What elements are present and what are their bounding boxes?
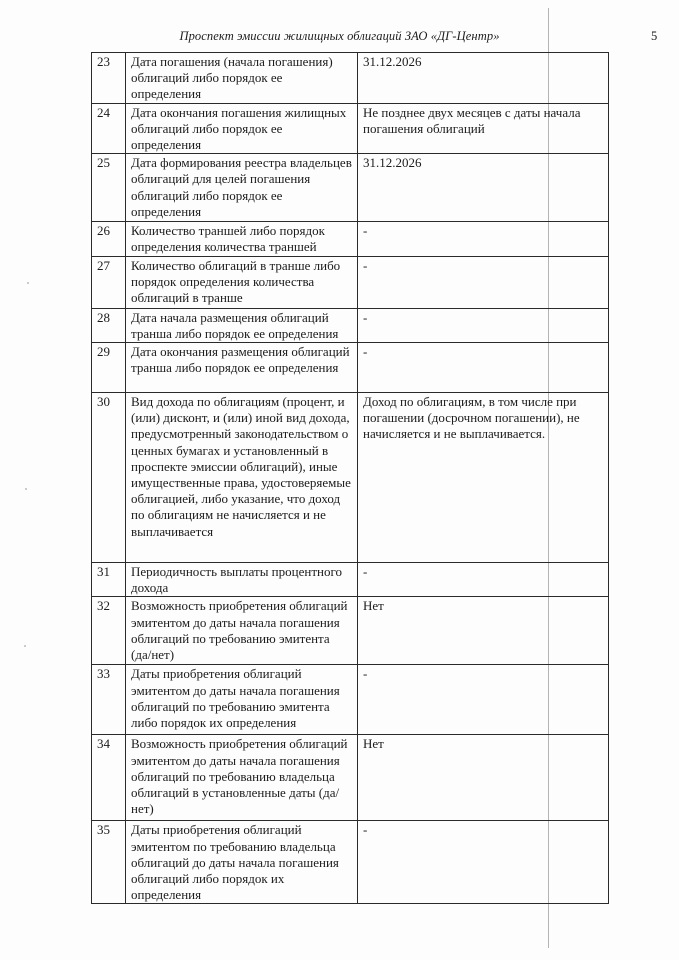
parameter-value: 31.12.2026 bbox=[358, 53, 609, 104]
row-number: 34 bbox=[92, 735, 126, 821]
table-row bbox=[92, 53, 609, 104]
table-row bbox=[92, 256, 609, 308]
scan-speck bbox=[25, 488, 27, 490]
table-row bbox=[92, 222, 609, 256]
parameter-value: - bbox=[358, 343, 609, 393]
parameter-name: Дата формирования реестра владельцев облигаций для целей погашения облигаций либо порядок ее определения bbox=[126, 154, 358, 222]
table-row bbox=[92, 821, 609, 904]
parameter-name: Даты приобретения облигаций эмитентом по требованию владельца облигаций до даты начала погашения облигаций либо порядок их определения bbox=[126, 821, 358, 904]
parameter-value: - bbox=[358, 821, 609, 904]
parameter-name: Возможность приобретения облигаций эмитентом до даты начала погашения облигаций по требованию владельца облигаций в установленные даты (да/нет) bbox=[126, 735, 358, 821]
table-row bbox=[92, 597, 609, 665]
parameter-value: Доход по облигациям, в том числе при погашении (досрочном погашении), не начисляется и не выплачивается. bbox=[358, 393, 609, 563]
parameter-name: Количество траншей либо порядок определения количества траншей bbox=[126, 222, 358, 256]
scan-speck bbox=[24, 645, 26, 647]
parameter-name: Дата погашения (начала погашения) облигаций либо порядок ее определения bbox=[126, 53, 358, 104]
table-row bbox=[92, 343, 609, 393]
parameter-name: Даты приобретения облигаций эмитентом до даты начала погашения облигаций по требованию эмитента либо порядок их определения bbox=[126, 665, 358, 735]
table-row bbox=[92, 308, 609, 342]
row-number: 27 bbox=[92, 256, 126, 308]
parameter-name: Возможность приобретения облигаций эмитентом до даты начала погашения облигаций по требованию эмитента (да/нет) bbox=[126, 597, 358, 665]
row-number: 31 bbox=[92, 563, 126, 597]
table-row bbox=[92, 665, 609, 735]
parameter-name: Дата окончания погашения жилищных облигаций либо порядок ее определения bbox=[126, 103, 358, 154]
row-number: 24 bbox=[92, 103, 126, 154]
table-row bbox=[92, 154, 609, 222]
table-row bbox=[92, 393, 609, 563]
parameter-name: Дата окончания размещения облигаций транша либо порядок ее определения bbox=[126, 343, 358, 393]
parameter-value: Нет bbox=[358, 735, 609, 821]
parameter-name: Дата начала размещения облигаций транша либо порядок ее определения bbox=[126, 308, 358, 342]
parameter-value: - bbox=[358, 665, 609, 735]
row-number: 28 bbox=[92, 308, 126, 342]
parameter-name: Периодичность выплаты процентного дохода bbox=[126, 563, 358, 597]
table-row bbox=[92, 735, 609, 821]
row-number: 35 bbox=[92, 821, 126, 904]
table-row bbox=[92, 103, 609, 154]
parameter-value: - bbox=[358, 256, 609, 308]
scan-speck bbox=[27, 282, 29, 284]
row-number: 23 bbox=[92, 53, 126, 104]
document-header: Проспект эмиссии жилищных облигаций ЗАО «ДГ-Центр» bbox=[179, 29, 500, 43]
row-number: 25 bbox=[92, 154, 126, 222]
row-number: 30 bbox=[92, 393, 126, 563]
table-body bbox=[92, 53, 609, 904]
parameter-name: Количество облигаций в транше либо порядок определения количества облигаций в транше bbox=[126, 256, 358, 308]
parameter-value: Не позднее двух месяцев с даты начала погашения облигаций bbox=[358, 103, 609, 154]
bond-parameters-table bbox=[91, 52, 609, 904]
table-row bbox=[92, 563, 609, 597]
page-number: 5 bbox=[651, 29, 658, 43]
parameter-value: Нет bbox=[358, 597, 609, 665]
parameter-name: Вид дохода по облигациям (процент, и (или) дисконт, и (или) иной вид дохода, предусмотренный законодательством о ценных бумагах и установленный в проспекте эмиссии облигаций), иные имущественные права, удостоверяемые облигацией, либо указание, что доход по облигациям не начисляется и не выплачивается bbox=[126, 393, 358, 563]
parameter-value: - bbox=[358, 308, 609, 342]
row-number: 32 bbox=[92, 597, 126, 665]
parameter-value: 31.12.2026 bbox=[358, 154, 609, 222]
parameter-value: - bbox=[358, 563, 609, 597]
row-number: 29 bbox=[92, 343, 126, 393]
parameter-value: - bbox=[358, 222, 609, 256]
row-number: 33 bbox=[92, 665, 126, 735]
row-number: 26 bbox=[92, 222, 126, 256]
